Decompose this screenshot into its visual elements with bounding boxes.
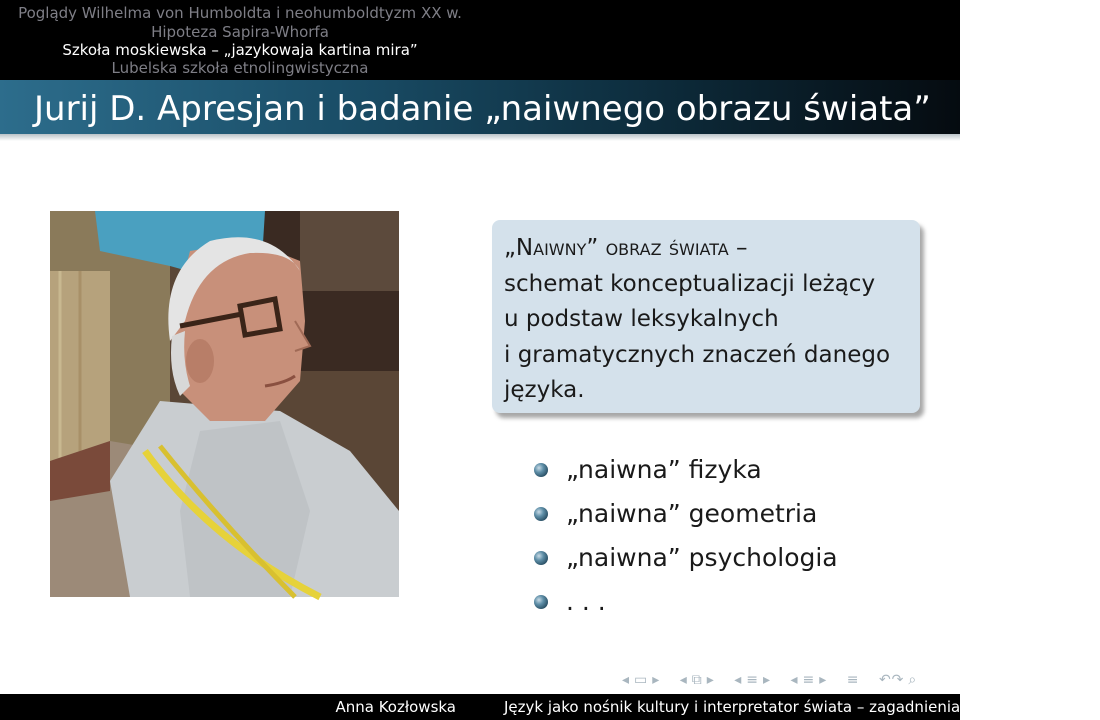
frame-title-shadow	[0, 134, 960, 141]
section-navigation-header	[0, 0, 960, 80]
list-item-text: „naiwna” geometria	[566, 499, 818, 528]
list-item	[532, 536, 838, 580]
footer-author: Anna Kozłowska	[335, 698, 456, 716]
list-item-text: „naiwna” psychologia	[566, 543, 838, 572]
slide-prev-icon[interactable]: ◂	[622, 672, 631, 688]
section-prev-icon[interactable]: ◂	[790, 672, 799, 688]
list-item	[532, 448, 838, 492]
frame-prev-icon[interactable]: ◂	[679, 672, 688, 688]
definition-line: schemat konceptualizacji leżący	[504, 270, 876, 297]
subsection-next-icon[interactable]: ▸	[763, 672, 772, 688]
definition-dash: –	[728, 235, 748, 261]
navigation-symbols	[622, 672, 921, 690]
search-icon[interactable]: ⌕	[908, 672, 918, 688]
definition-heading	[504, 231, 914, 267]
nav-section-moscow-school[interactable]: Szkoła moskiewska – „jazykowaja kartina mira”	[62, 41, 418, 59]
frame-icon[interactable]: ⧉	[691, 672, 703, 688]
frame-next-icon[interactable]: ▸	[706, 672, 715, 688]
list-item-text: . . .	[566, 587, 606, 616]
list-item-text: „naiwna” fizyka	[566, 455, 762, 484]
back-forward-icon[interactable]: ↶↷	[878, 672, 905, 688]
definition-text	[504, 231, 914, 409]
list-item	[532, 580, 838, 624]
align-icon[interactable]: ≡	[846, 672, 860, 688]
footer-title: Język jako nośnik kultury i interpretator świata – zagadnienia etnolingwistyczne	[504, 698, 1100, 716]
subsection-icon[interactable]: ≡	[746, 672, 760, 688]
definition-line: u podstaw leksykalnych	[504, 306, 779, 332]
ball-bullet-icon	[534, 595, 548, 609]
nav-section-sapir-whorf[interactable]: Hipoteza Sapira-Whorfa	[151, 23, 329, 41]
nav-section-humboldt[interactable]: Poglądy Wilhelma von Humboldta i neohumboldtyzm XX w.	[18, 4, 462, 22]
definition-quote: „	[504, 235, 516, 261]
definition-term: Naiwny” obraz świata	[515, 235, 729, 261]
portrait-photo	[50, 211, 399, 597]
nav-section-lublin-school[interactable]: Lubelska szkoła etnolingwistyczna	[111, 59, 369, 77]
portrait-photo-icon	[50, 211, 399, 597]
slide-icon[interactable]: ▭	[634, 672, 649, 688]
ball-bullet-icon	[534, 507, 548, 521]
frame-title: Jurij D. Apresjan i badanie „naiwnego obrazu świata”	[34, 89, 931, 129]
section-icon[interactable]: ≡	[802, 672, 816, 688]
section-next-icon[interactable]: ▸	[819, 672, 828, 688]
ball-bullet-icon	[534, 551, 548, 565]
footer-bar	[0, 694, 1100, 720]
definition-line: i gramatycznych znaczeń danego	[504, 341, 891, 368]
slide-next-icon[interactable]: ▸	[652, 672, 661, 688]
list-item	[532, 492, 838, 536]
subsection-prev-icon[interactable]: ◂	[734, 672, 743, 688]
naive-sciences-list	[532, 448, 838, 624]
definition-line: języka.	[504, 377, 585, 403]
ball-bullet-icon	[534, 463, 548, 477]
